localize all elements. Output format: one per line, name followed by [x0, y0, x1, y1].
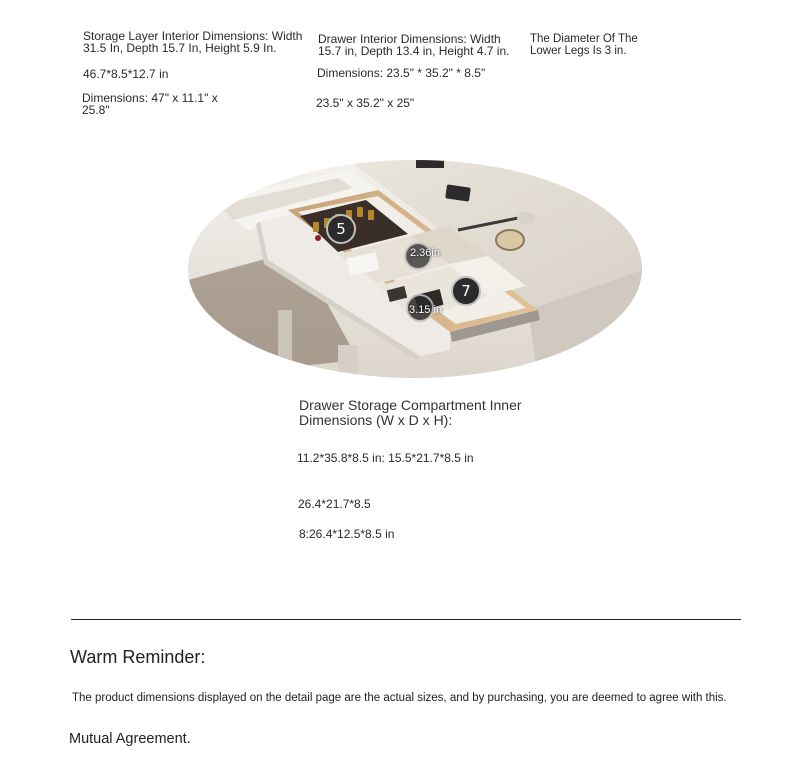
product-photo [188, 160, 642, 378]
drawer-storage-line-2: 26.4*21.7*8.5 [298, 497, 371, 511]
warm-reminder-body: The product dimensions displayed on the detail page are the actual sizes, and by purchasing, you are deemed to agree with this. [72, 692, 727, 704]
drawer-storage-heading: Drawer Storage Compartment Inner Dimensions (W x D x H): [299, 397, 522, 428]
storage-layer-dimensions: Storage Layer Interior Dimensions: Width 31.5 In, Depth 15.7 In, Height 5.9 In. [83, 29, 303, 55]
size-d: 23.5" x 35.2" x 25" [316, 96, 415, 110]
compartment-5-badge: 5 [326, 214, 356, 244]
height-label: 3.15 in [409, 304, 443, 316]
legs-diameter: The Diameter Of The Lower Legs Is 3 in. [530, 33, 638, 57]
size-a: 46.7*8.5*12.7 in [83, 67, 169, 81]
section-divider [71, 619, 741, 620]
drawer-storage-line-3: 8:26.4*12.5*8.5 in [299, 527, 395, 541]
drawer-interior-dimensions: Drawer Interior Dimensions: Width 15.7 in, Depth 13.4 in, Height 4.7 in. [318, 32, 510, 58]
dimensions-c: Dimensions: 47" x 11.1" x 25.8" [82, 91, 218, 117]
dimensions-b: Dimensions: 23.5" * 35.2" * 8.5" [317, 66, 486, 80]
compartment-7-badge: 7 [451, 276, 481, 306]
depth-label: 2.36in [410, 247, 440, 259]
drawer-storage-line-1: 11.2*35.8*8.5 in: 15.5*21.7*8.5 in [297, 451, 474, 465]
warm-reminder-title: Warm Reminder: [70, 647, 206, 667]
mutual-agreement: Mutual Agreement. [69, 731, 191, 747]
